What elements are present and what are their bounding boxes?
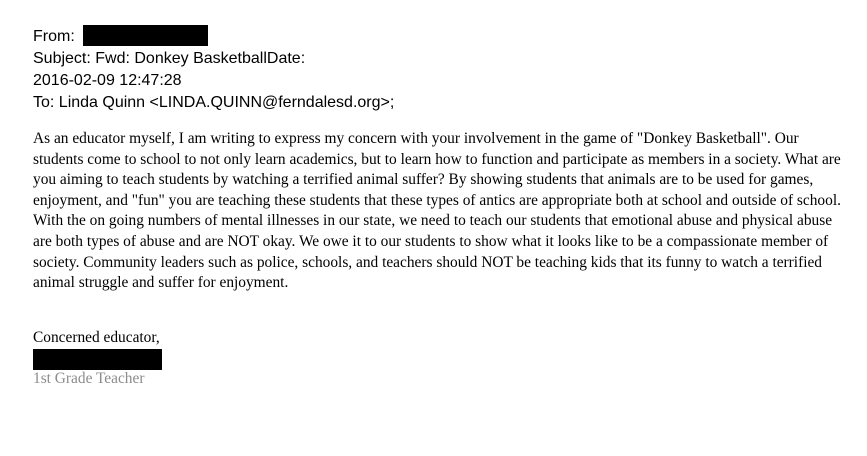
signature-title: 1st Grade Teacher xyxy=(33,370,145,387)
to-line: To: Linda Quinn <LINDA.QUINN@ferndalesd.org>; xyxy=(33,94,395,111)
subject-line: Subject: Fwd: Donkey BasketballDate: xyxy=(33,50,306,67)
from-line xyxy=(33,25,394,48)
redacted-signature-box xyxy=(33,349,162,370)
redacted-sender-box xyxy=(83,25,208,46)
email-body xyxy=(33,129,848,294)
email-header xyxy=(33,25,394,114)
signature-closing: Concerned educator, xyxy=(33,329,160,346)
from-label: From: xyxy=(33,28,75,45)
body-paragraph: As an educator myself, I am writing to express my concern with your involvement in the game of "Donkey Basketball". Our students come to school to not only learn academics, but to learn how to function and participate as members in a society. What are you aiming to teach students by watching a terrified animal suffer? By showing students that animals are to be used for games, enjoyment, and "fun" you are teaching these students that these types of antics are appropriate both at school and outside of school. With the on going numbers of mental illnesses in our state, we need to teach our students that emotional abuse and physical abuse are both types of abuse and are NOT okay. We owe it to our students to show what it looks like to be a compassionate member of society. Community leaders such as police, schools, and teachers should NOT be teaching kids that its funny to watch a terrified animal struggle and suffer for enjoyment. xyxy=(33,130,841,292)
date-line: 2016-02-09 12:47:28 xyxy=(33,72,182,89)
